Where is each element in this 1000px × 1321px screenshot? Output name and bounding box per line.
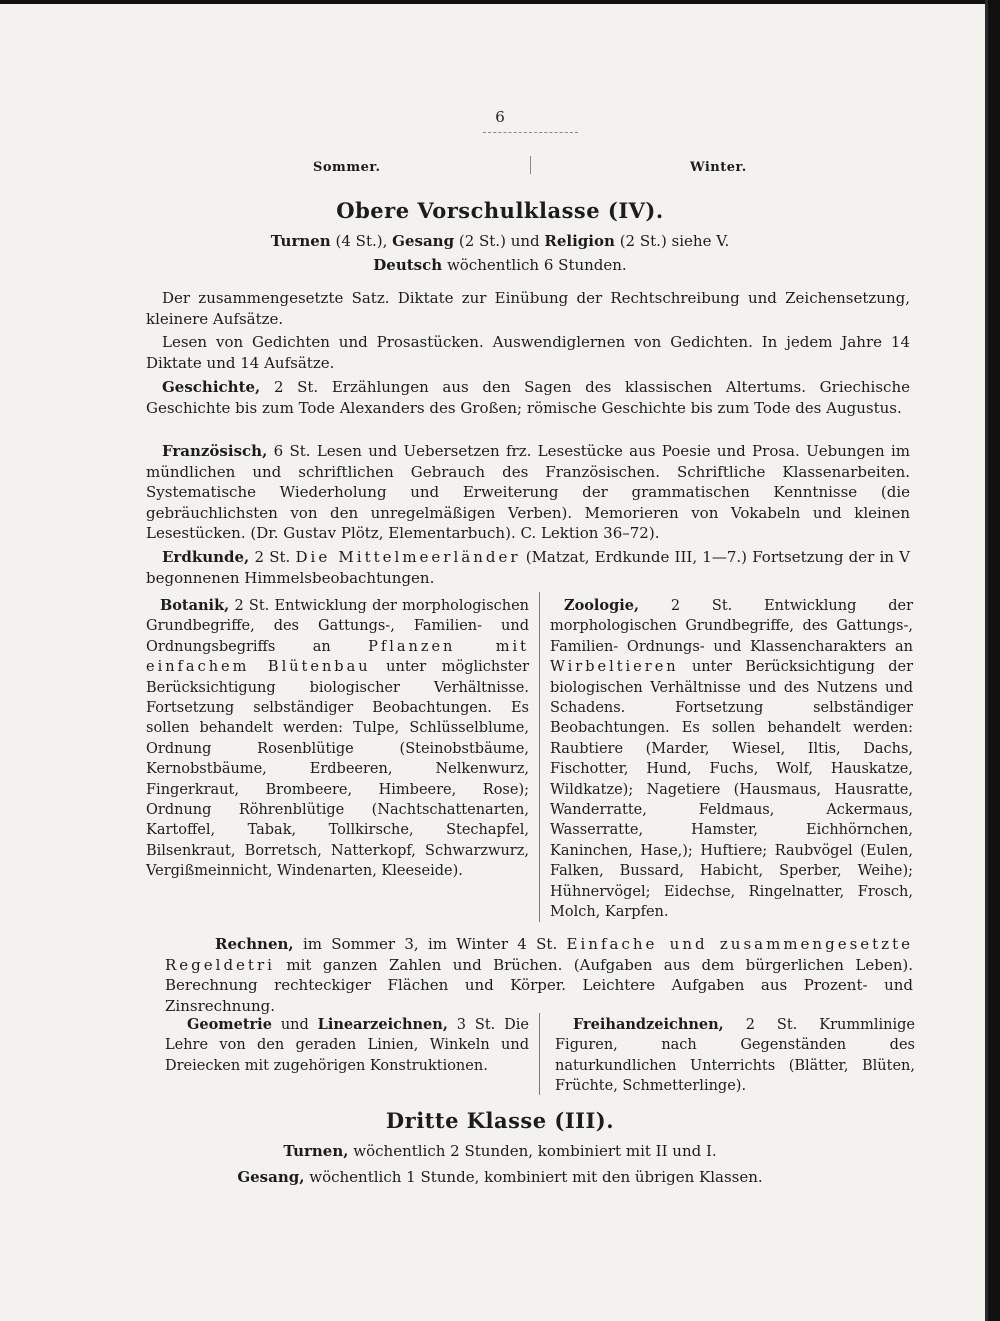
label-religion: Religion bbox=[544, 232, 615, 250]
paragraph-franzoesisch bbox=[146, 441, 910, 544]
text-botanik-spaced: Pflanzen mit einfachem Blütenbau bbox=[146, 638, 530, 676]
text-freihandzeichnen: 2 St. Krummlinige Figuren, nach Gegenständen des naturkundlichen Unterrichts (Blätter, Blüten, Früchte, Schmetterlinge). bbox=[555, 1017, 915, 1095]
text-religion: (2 St.) siehe V. bbox=[619, 232, 730, 250]
line-turnen-iii bbox=[0, 1142, 1000, 1160]
text-rechnen-1: im Sommer 3, im Winter 4 St. bbox=[302, 935, 558, 953]
label-geometrie: Geometrie bbox=[187, 1016, 272, 1033]
text-zoologie-1: 2 St. Entwicklung der morphologischen Grundbegriffe, des Gattungs-, Familien- Ordnungs- und Klassencharakters an bbox=[550, 598, 913, 655]
text-zoologie-2: unter Berücksichtigung der biologischen Verhältnisse und des Nutzens und Schadens. Fortsetzung selbständiger Beobachtungen. Es sollen behandelt werden: Raubtiere (Marder, Wiesel, Iltis, Dachs, Fischotter, Hund, Fuchs, Wolf, Hauskatze, Wildkatze); Nagetiere (Hausmaus, Hausratte, Wanderratte, Feldmaus, Ackermaus, Wasserratte, Hamster, Eichhörnchen, Kaninchen, Hase,); Huftiere; Raubvögel (Eulen, Falken, Bussard, Habicht, Sperber, Weihe); Hühnervögel; Eidechse, Ringelnatter, Frosch, Molch, Karpfen. bbox=[550, 659, 914, 921]
column-freihandzeichnen bbox=[555, 1015, 915, 1097]
paragraph-satz: Der zusammengesetzte Satz. Diktate zur Einübung der Rechtschreibung und Zeichensetzung, kleinere Aufsätze. bbox=[146, 289, 910, 328]
label-erdkunde: Erdkunde, bbox=[162, 548, 250, 566]
text-rechnen-2: mit ganzen Zahlen und Brüchen. (Aufgaben aus dem bürgerlichen Leben). Berechnung rechteckiger Flächen und Körper. Leichtere Aufgaben aus Prozent- und Zinsrechnung. bbox=[165, 955, 913, 1015]
text-turnen-iii: wöchentlich 2 Stunden, kombiniert mit II und I. bbox=[353, 1142, 717, 1160]
text-erdkunde-2: (Matzat, Erdkunde III, 1—7.) Fortsetzung der in V begonnenen Himmelsbeobachtungen. bbox=[146, 548, 910, 587]
text-botanik-1: 2 St. Entwicklung der morphologischen Grundbegriffe, des Gattungs-, Familien- und Ordnungsbegriffs an bbox=[146, 598, 530, 655]
label-rechnen: Rechnen, bbox=[215, 935, 294, 953]
label-turnen: Turnen bbox=[270, 232, 331, 250]
label-botanik: Botanik, bbox=[160, 597, 230, 614]
column-zoologie bbox=[550, 596, 913, 923]
text-botanik-2: unter möglichster Berücksichtigung biologischer Verhältnisse. Fortsetzung selbständiger Beobachtungen. Es sollen behandelt werden: Tulpe, Schlüsselblume, Ordnung Rosenblütige (Steinobstbäume, Kernobstbäume, Erdbeeren, Nelkenwurz, Fingerkraut, Brombeere, Himbeere, Rose); Ordnung Röhrenblütige (Nachtschattenarten, Kartoffel, Tabak, Tollkirsche, Stechapfel, Bilsenkraut, Borretsch, Natterkopf, Schwarzwurz, Vergißmeinnicht, Windenarten, Kleeseide). bbox=[146, 659, 529, 880]
paragraph-geschichte bbox=[146, 377, 910, 418]
text-erdkunde-spaced: Die Mittelmeerländer bbox=[295, 548, 521, 566]
header-divider bbox=[530, 156, 531, 174]
column-divider-2 bbox=[539, 1013, 540, 1095]
line-turnen-gesang-religion bbox=[0, 232, 1000, 250]
page-number: 6 bbox=[495, 108, 505, 126]
label-zoologie: Zoologie, bbox=[564, 597, 640, 614]
season-winter: Winter. bbox=[690, 160, 747, 175]
text-rechnen-spaced: Einfache und zusammengesetzte Regeldetri bbox=[165, 935, 913, 974]
text-turnen: (4 St.), bbox=[335, 232, 388, 250]
label-gesang: Gesang bbox=[392, 232, 455, 250]
text-deutsch: wöchentlich 6 Stunden. bbox=[446, 256, 627, 274]
text-zoologie-spaced: Wirbeltieren bbox=[550, 659, 679, 676]
paragraph-lesen: Lesen von Gedichten und Prosastücken. Auswendiglernen von Gedichten. In jedem Jahre 14 Diktate und 14 Aufsätze. bbox=[146, 333, 910, 372]
scan-edge-top bbox=[0, 0, 1000, 4]
label-linearzeichnen: Linearzeichnen, bbox=[317, 1016, 448, 1033]
column-divider-1 bbox=[539, 592, 540, 922]
paragraph-rechnen bbox=[165, 934, 913, 1016]
line-gesang-iii bbox=[0, 1168, 1000, 1186]
label-deutsch: Deutsch bbox=[373, 256, 443, 274]
text-geometrie: 3 St. Die Lehre von den geraden Linien, Winkeln und Dreiecken mit zugehörigen Konstruktionen. bbox=[165, 1017, 529, 1074]
season-summer: Sommer. bbox=[313, 160, 381, 175]
section-title-iii: Dritte Klasse (III). bbox=[385, 1108, 615, 1133]
header-rule bbox=[483, 132, 578, 133]
text-geschichte: 2 St. Erzählungen aus den Sagen des klassischen Altertums. Griechische Geschichte bis zum Tode Alexanders des Großen; römische Geschichte bis zum Tode des Augustus. bbox=[146, 378, 910, 417]
text-franzoesisch: 6 St. Lesen und Uebersetzen frz. Lesestücke aus Poesie und Prosa. Uebungen im mündlichen und schriftlichen Gebrauch des Französischen. Schriftliche Klassenarbeiten. Systematische Wiederholung und Erweiterung der grammatischen Kenntnisse (die gebräuchlichsten von den unregelmäßigen Verben). Memorieren von Vokabeln und kleinen Lesestücken. (Dr. Gustav Plötz, Elementarbuch). C. Lektion 36–72). bbox=[146, 442, 910, 543]
section-title-iv: Obere Vorschulklasse (IV). bbox=[336, 198, 664, 223]
column-geometrie bbox=[165, 1015, 529, 1076]
line-deutsch bbox=[0, 256, 1000, 274]
text-geometrie-und: und bbox=[280, 1017, 309, 1033]
label-gesang-iii: Gesang, bbox=[237, 1168, 305, 1186]
label-geschichte: Geschichte, bbox=[162, 378, 261, 396]
label-freihandzeichnen: Freihandzeichnen, bbox=[573, 1016, 724, 1033]
paragraph-erdkunde bbox=[146, 547, 910, 588]
text-gesang-iii: wöchentlich 1 Stunde, kombiniert mit den übrigen Klassen. bbox=[309, 1168, 763, 1186]
text-erdkunde-1: 2 St. bbox=[254, 548, 291, 566]
label-turnen-iii: Turnen, bbox=[283, 1142, 349, 1160]
label-franzoesisch: Französisch, bbox=[162, 442, 268, 460]
text-gesang: (2 St.) und bbox=[458, 232, 540, 250]
column-botanik bbox=[146, 596, 529, 882]
